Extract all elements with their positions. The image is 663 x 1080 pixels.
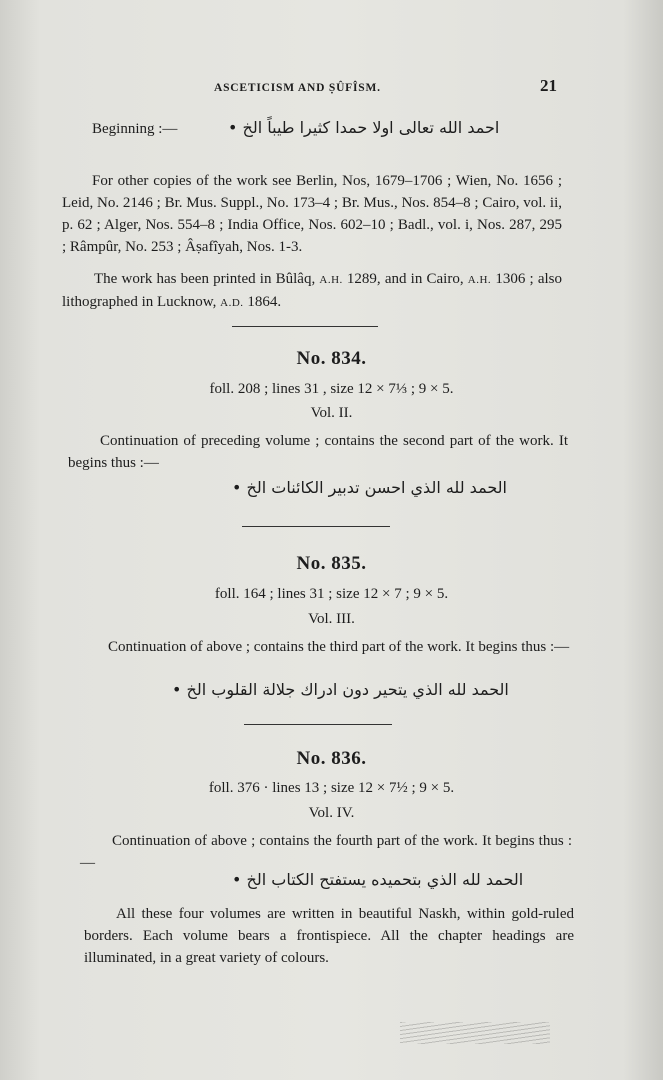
entry-details: foll. 376 · lines 13 ; size 12 × 7½ ; 9 × 5.: [208, 780, 455, 796]
entry-volume: Vol. II.: [310, 405, 353, 421]
entry-volume: Vol. IV.: [308, 805, 355, 821]
entry-arabic: الحمد لله الذي بتحميده يستفتح الكتاب الخ •: [232, 870, 524, 889]
running-head: [0, 76, 663, 102]
entry-details: foll. 164 ; lines 31 ; size 12 × 7 ; 9 × 5.: [214, 586, 449, 602]
beginning-arabic: احمد الله تعالى اولا حمدا كثيرا طيباً الخ •: [228, 118, 500, 137]
closing-paragraph: All these four volumes are written in beautiful Naskh, within gold-ruled borders. Each volume bears a frontispiece. All the chapter headings are illuminated, in a great variety of colours.: [84, 906, 574, 966]
printed-text-3: 1306 ; also lithographed in Lucknow,: [62, 271, 562, 310]
entry-arabic: الحمد لله الذي يتحير دون ادراك جلالة القلوب الخ •: [172, 680, 509, 699]
printed-era-ad: A.D.: [220, 297, 244, 309]
running-head-title: ASCETICISM AND ṢÛFÎSM.: [214, 82, 381, 94]
entry-description: Continuation of preceding volume ; contains the second part of the work. It begins thus :—: [68, 433, 568, 471]
entry-number: No. 836.: [296, 748, 367, 769]
entry-number: No. 834.: [296, 348, 367, 369]
printed-text-2: 1289, and in Cairo,: [342, 271, 464, 287]
printed-text-1: The work has been printed in Bûlâq,: [94, 271, 320, 287]
section-divider: [242, 526, 390, 527]
entry-description: Continuation of above ; contains the fourth part of the work. It begins thus :—: [80, 833, 572, 871]
entry-details: foll. 208 ; lines 31 , size 12 × 7⅓ ; 9 × 5.: [209, 381, 454, 397]
entry-number: No. 835.: [296, 553, 367, 574]
section-divider: [244, 724, 392, 725]
page-scuff-mark: [400, 1022, 550, 1044]
beginning-label: Beginning :—: [92, 121, 178, 137]
copies-paragraph: For other copies of the work see Berlin, Nos, 1679–1706 ; Wien, No. 1656 ; Leid, No. 2146 ; Br. Mus. Suppl., No. 173–4 ; Br. Mus., Nos. 854–8 ; Cairo, vol. ii, p. 62 ; Alger, Nos. 554–8 ; India Office, Nos. 602–10 ; Badl., vol. i, Nos. 287, 295 ; Râmpûr, No. 253 ; Âṣafîyah, Nos. 1-3.: [62, 173, 562, 255]
page-number: 21: [540, 76, 557, 95]
printed-era-ah-1: A.H.: [319, 274, 343, 286]
entry-volume: Vol. III.: [308, 611, 355, 627]
entry-description: Continuation of above ; contains the third part of the work. It begins thus :—: [108, 639, 570, 655]
printed-paragraph: [62, 268, 562, 314]
entry-arabic: الحمد لله الذي احسن تدبير الكائنات الخ •: [232, 478, 507, 497]
printed-era-ah-2: A.H.: [467, 274, 492, 286]
section-divider: [232, 326, 378, 327]
printed-text-4: 1864.: [243, 294, 282, 310]
